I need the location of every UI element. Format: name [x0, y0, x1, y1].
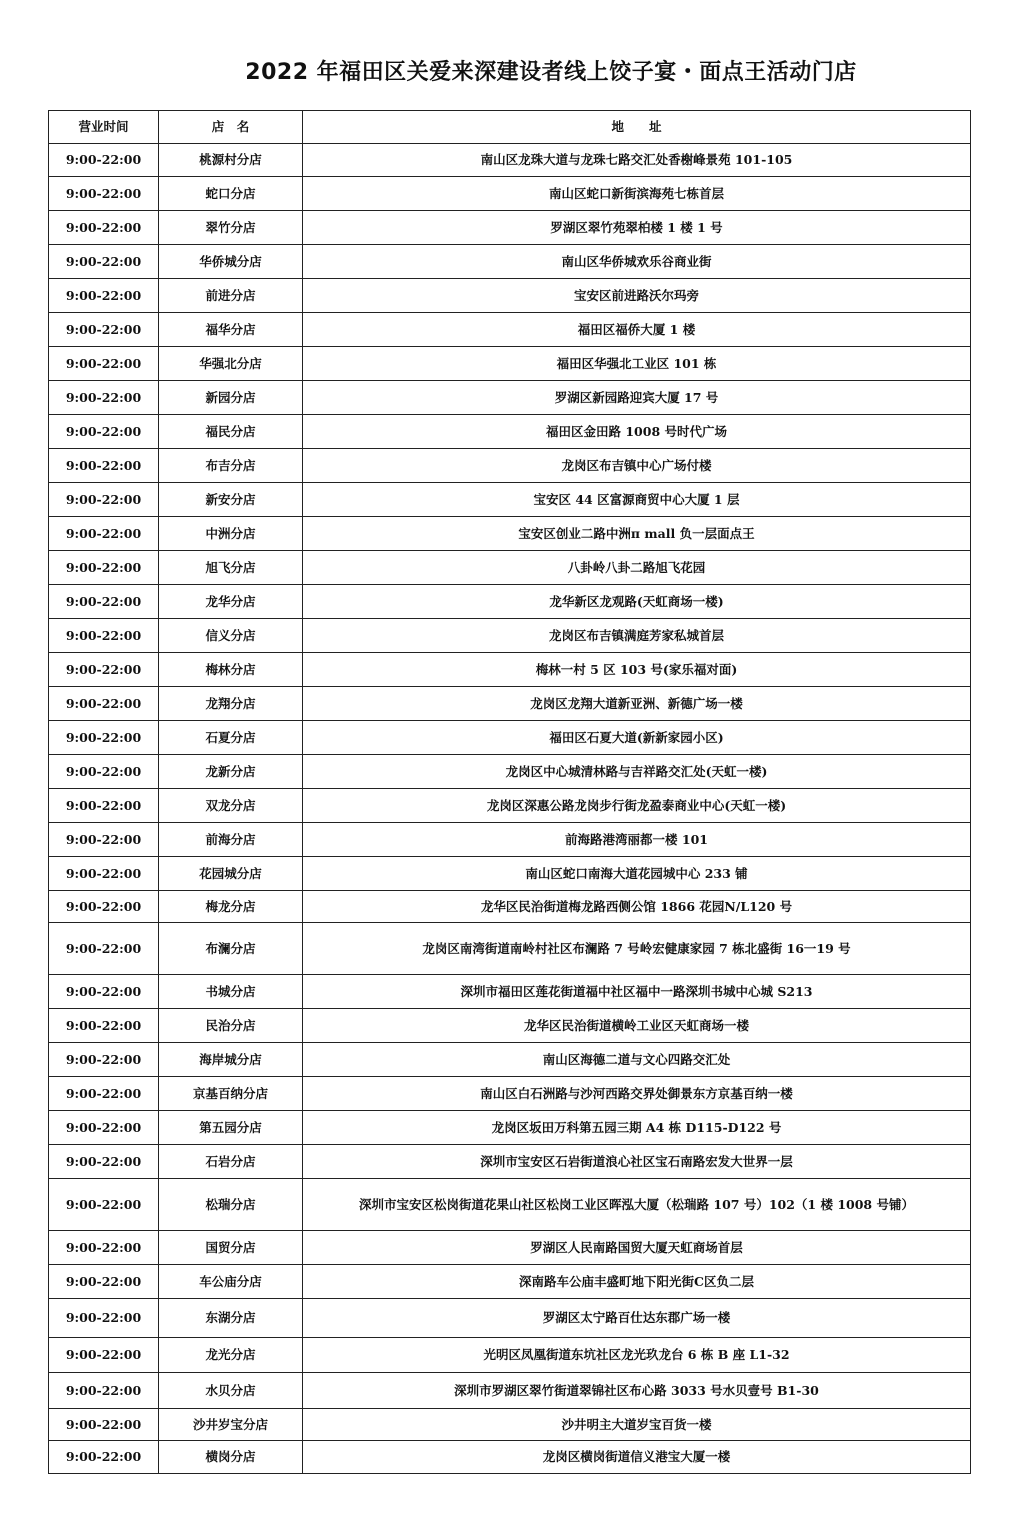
table-row [49, 313, 971, 347]
store-address: 龙岗区南湾街道南岭村社区布澜路 7 号岭宏健康家园 7 栋北盛街 16一19 号 [303, 923, 971, 975]
store-name: 翠竹分店 [159, 211, 303, 245]
table-row [49, 177, 971, 211]
store-hours: 9:00-22:00 [49, 1077, 159, 1111]
table-row [49, 1373, 971, 1409]
store-hours: 9:00-22:00 [49, 381, 159, 415]
store-hours: 9:00-22:00 [49, 279, 159, 313]
store-hours: 9:00-22:00 [49, 1043, 159, 1077]
store-address: 深圳市宝安区石岩街道浪心社区宝石南路宏发大世界一层 [303, 1145, 971, 1179]
store-name: 新安分店 [159, 483, 303, 517]
table-row [49, 1338, 971, 1373]
store-hours: 9:00-22:00 [49, 857, 159, 891]
store-name: 布吉分店 [159, 449, 303, 483]
store-address: 南山区蛇口南海大道花园城中心 233 铺 [303, 857, 971, 891]
store-hours: 9:00-22:00 [49, 1409, 159, 1441]
store-name: 沙井岁宝分店 [159, 1409, 303, 1441]
table-row [49, 1441, 971, 1474]
store-name: 信义分店 [159, 619, 303, 653]
store-hours: 9:00-22:00 [49, 483, 159, 517]
store-name: 民治分店 [159, 1009, 303, 1043]
store-hours: 9:00-22:00 [49, 1338, 159, 1373]
page-title: 2022 年福田区关爱来深建设者线上饺子宴・面点王活动门店 [245, 60, 857, 85]
store-name: 双龙分店 [159, 789, 303, 823]
header-store-name: 店 名 [159, 111, 303, 144]
store-hours: 9:00-22:00 [49, 415, 159, 449]
store-hours: 9:00-22:00 [49, 177, 159, 211]
store-address: 沙井明主大道岁宝百货一楼 [303, 1409, 971, 1441]
store-address: 南山区白石洲路与沙河西路交界处御景东方京基百纳一楼 [303, 1077, 971, 1111]
store-name: 龙翔分店 [159, 687, 303, 721]
table-row [49, 1009, 971, 1043]
store-name: 书城分店 [159, 975, 303, 1009]
table-row [49, 975, 971, 1009]
store-address: 宝安区前进路沃尔玛旁 [303, 279, 971, 313]
store-hours: 9:00-22:00 [49, 1265, 159, 1299]
table-row [49, 755, 971, 789]
store-address: 龙华区民治街道梅龙路西侧公馆 1866 花园N/L120 号 [303, 891, 971, 923]
store-address: 南山区龙珠大道与龙珠七路交汇处香榭峰景苑 101-105 [303, 144, 971, 177]
table-row [49, 449, 971, 483]
store-name: 龙新分店 [159, 755, 303, 789]
store-hours: 9:00-22:00 [49, 449, 159, 483]
store-name: 车公庙分店 [159, 1265, 303, 1299]
store-address: 罗湖区人民南路国贸大厦天虹商场首层 [303, 1231, 971, 1265]
table-row [49, 1231, 971, 1265]
store-address: 龙华新区龙观路(天虹商场一楼) [303, 585, 971, 619]
store-address: 深圳市罗湖区翠竹街道翠锦社区布心路 3033 号水贝壹号 B1-30 [303, 1373, 971, 1409]
store-address: 龙岗区中心城清林路与吉祥路交汇处(天虹一楼) [303, 755, 971, 789]
store-hours: 9:00-22:00 [49, 1145, 159, 1179]
store-name: 华强北分店 [159, 347, 303, 381]
store-hours: 9:00-22:00 [49, 144, 159, 177]
table-row [49, 1299, 971, 1338]
store-name: 石岩分店 [159, 1145, 303, 1179]
store-address: 南山区华侨城欢乐谷商业街 [303, 245, 971, 279]
store-name: 蛇口分店 [159, 177, 303, 211]
table-row [49, 551, 971, 585]
table-row [49, 517, 971, 551]
table-row [49, 721, 971, 755]
store-address: 梅林一村 5 区 103 号(家乐福对面) [303, 653, 971, 687]
store-name: 国贸分店 [159, 1231, 303, 1265]
store-name: 京基百纳分店 [159, 1077, 303, 1111]
store-name: 石夏分店 [159, 721, 303, 755]
store-name: 海岸城分店 [159, 1043, 303, 1077]
store-address: 龙岗区龙翔大道新亚洲、新德广场一楼 [303, 687, 971, 721]
store-name: 松瑞分店 [159, 1179, 303, 1231]
table-row [49, 823, 971, 857]
store-address: 宝安区创业二路中洲π mall 负一层面点王 [303, 517, 971, 551]
store-name: 花园城分店 [159, 857, 303, 891]
table-row [49, 1043, 971, 1077]
store-hours: 9:00-22:00 [49, 755, 159, 789]
store-hours: 9:00-22:00 [49, 823, 159, 857]
table-row [49, 857, 971, 891]
store-hours: 9:00-22:00 [49, 721, 159, 755]
store-name: 梅龙分店 [159, 891, 303, 923]
store-table [48, 110, 971, 1474]
store-hours: 9:00-22:00 [49, 551, 159, 585]
store-hours: 9:00-22:00 [49, 1299, 159, 1338]
table-row [49, 381, 971, 415]
store-name: 前进分店 [159, 279, 303, 313]
table-row [49, 653, 971, 687]
table-row [49, 1179, 971, 1231]
store-address: 福田区石夏大道(新新家园小区) [303, 721, 971, 755]
table-row [49, 144, 971, 177]
store-address: 罗湖区翠竹苑翠柏楼 1 楼 1 号 [303, 211, 971, 245]
store-address: 龙岗区布吉镇满庭芳家私城首层 [303, 619, 971, 653]
store-hours: 9:00-22:00 [49, 517, 159, 551]
store-address: 龙岗区横岗街道信义港宝大厦一楼 [303, 1441, 971, 1474]
store-name: 华侨城分店 [159, 245, 303, 279]
store-address: 福田区金田路 1008 号时代广场 [303, 415, 971, 449]
store-hours: 9:00-22:00 [49, 245, 159, 279]
store-address: 龙华区民治街道横岭工业区天虹商场一楼 [303, 1009, 971, 1043]
table-row [49, 789, 971, 823]
table-row [49, 891, 971, 923]
store-address: 罗湖区新园路迎宾大厦 17 号 [303, 381, 971, 415]
store-name: 梅林分店 [159, 653, 303, 687]
store-address: 宝安区 44 区富源商贸中心大厦 1 层 [303, 483, 971, 517]
store-name: 龙华分店 [159, 585, 303, 619]
store-hours: 9:00-22:00 [49, 1009, 159, 1043]
table-row [49, 347, 971, 381]
table-row [49, 1409, 971, 1441]
store-hours: 9:00-22:00 [49, 975, 159, 1009]
store-address: 深圳市福田区莲花街道福中社区福中一路深圳书城中心城 S213 [303, 975, 971, 1009]
table-row [49, 1111, 971, 1145]
store-hours: 9:00-22:00 [49, 1231, 159, 1265]
store-address: 龙岗区布吉镇中心广场付楼 [303, 449, 971, 483]
header-address: 地 址 [303, 111, 971, 144]
table-row [49, 687, 971, 721]
store-hours: 9:00-22:00 [49, 687, 159, 721]
table-header-row [49, 111, 971, 144]
store-name: 福民分店 [159, 415, 303, 449]
store-hours: 9:00-22:00 [49, 1179, 159, 1231]
store-name: 中洲分店 [159, 517, 303, 551]
store-address: 龙岗区坂田万科第五园三期 A4 栋 D115-D122 号 [303, 1111, 971, 1145]
store-address: 南山区蛇口新街滨海苑七栋首层 [303, 177, 971, 211]
store-hours: 9:00-22:00 [49, 211, 159, 245]
table-row [49, 1265, 971, 1299]
table-row [49, 483, 971, 517]
store-address: 光明区凤凰街道东坑社区龙光玖龙台 6 栋 B 座 L1-32 [303, 1338, 971, 1373]
store-hours: 9:00-22:00 [49, 1111, 159, 1145]
table-row [49, 1077, 971, 1111]
store-address: 前海路港湾丽都一楼 101 [303, 823, 971, 857]
store-hours: 9:00-22:00 [49, 923, 159, 975]
store-name: 布澜分店 [159, 923, 303, 975]
table-row [49, 245, 971, 279]
store-hours: 9:00-22:00 [49, 313, 159, 347]
store-name: 第五园分店 [159, 1111, 303, 1145]
store-address: 深南路车公庙丰盛町地下阳光街C区负二层 [303, 1265, 971, 1299]
table-row [49, 279, 971, 313]
table-row [49, 211, 971, 245]
store-name: 福华分店 [159, 313, 303, 347]
table-row [49, 415, 971, 449]
store-address: 罗湖区太宁路百仕达东郡广场一楼 [303, 1299, 971, 1338]
store-address: 龙岗区深惠公路龙岗步行街龙盈泰商业中心(天虹一楼) [303, 789, 971, 823]
store-name: 横岗分店 [159, 1441, 303, 1474]
store-hours: 9:00-22:00 [49, 585, 159, 619]
store-name: 水贝分店 [159, 1373, 303, 1409]
store-hours: 9:00-22:00 [49, 1441, 159, 1474]
table-row [49, 585, 971, 619]
store-hours: 9:00-22:00 [49, 347, 159, 381]
store-address: 深圳市宝安区松岗街道花果山社区松岗工业区晖泓大厦（松瑞路 107 号）102（1 楼 1008 号铺） [303, 1179, 971, 1231]
store-name: 旭飞分店 [159, 551, 303, 585]
store-hours: 9:00-22:00 [49, 653, 159, 687]
store-address: 福田区华强北工业区 101 栋 [303, 347, 971, 381]
store-name: 桃源村分店 [159, 144, 303, 177]
store-address: 南山区海德二道与文心四路交汇处 [303, 1043, 971, 1077]
table-row [49, 619, 971, 653]
store-hours: 9:00-22:00 [49, 891, 159, 923]
store-hours: 9:00-22:00 [49, 789, 159, 823]
store-name: 龙光分店 [159, 1338, 303, 1373]
store-hours: 9:00-22:00 [49, 1373, 159, 1409]
header-hours: 营业时间 [49, 111, 159, 144]
store-name: 新园分店 [159, 381, 303, 415]
table-row [49, 1145, 971, 1179]
table-row [49, 923, 971, 975]
store-name: 前海分店 [159, 823, 303, 857]
store-address: 福田区福侨大厦 1 楼 [303, 313, 971, 347]
store-name: 东湖分店 [159, 1299, 303, 1338]
store-address: 八卦岭八卦二路旭飞花园 [303, 551, 971, 585]
store-hours: 9:00-22:00 [49, 619, 159, 653]
